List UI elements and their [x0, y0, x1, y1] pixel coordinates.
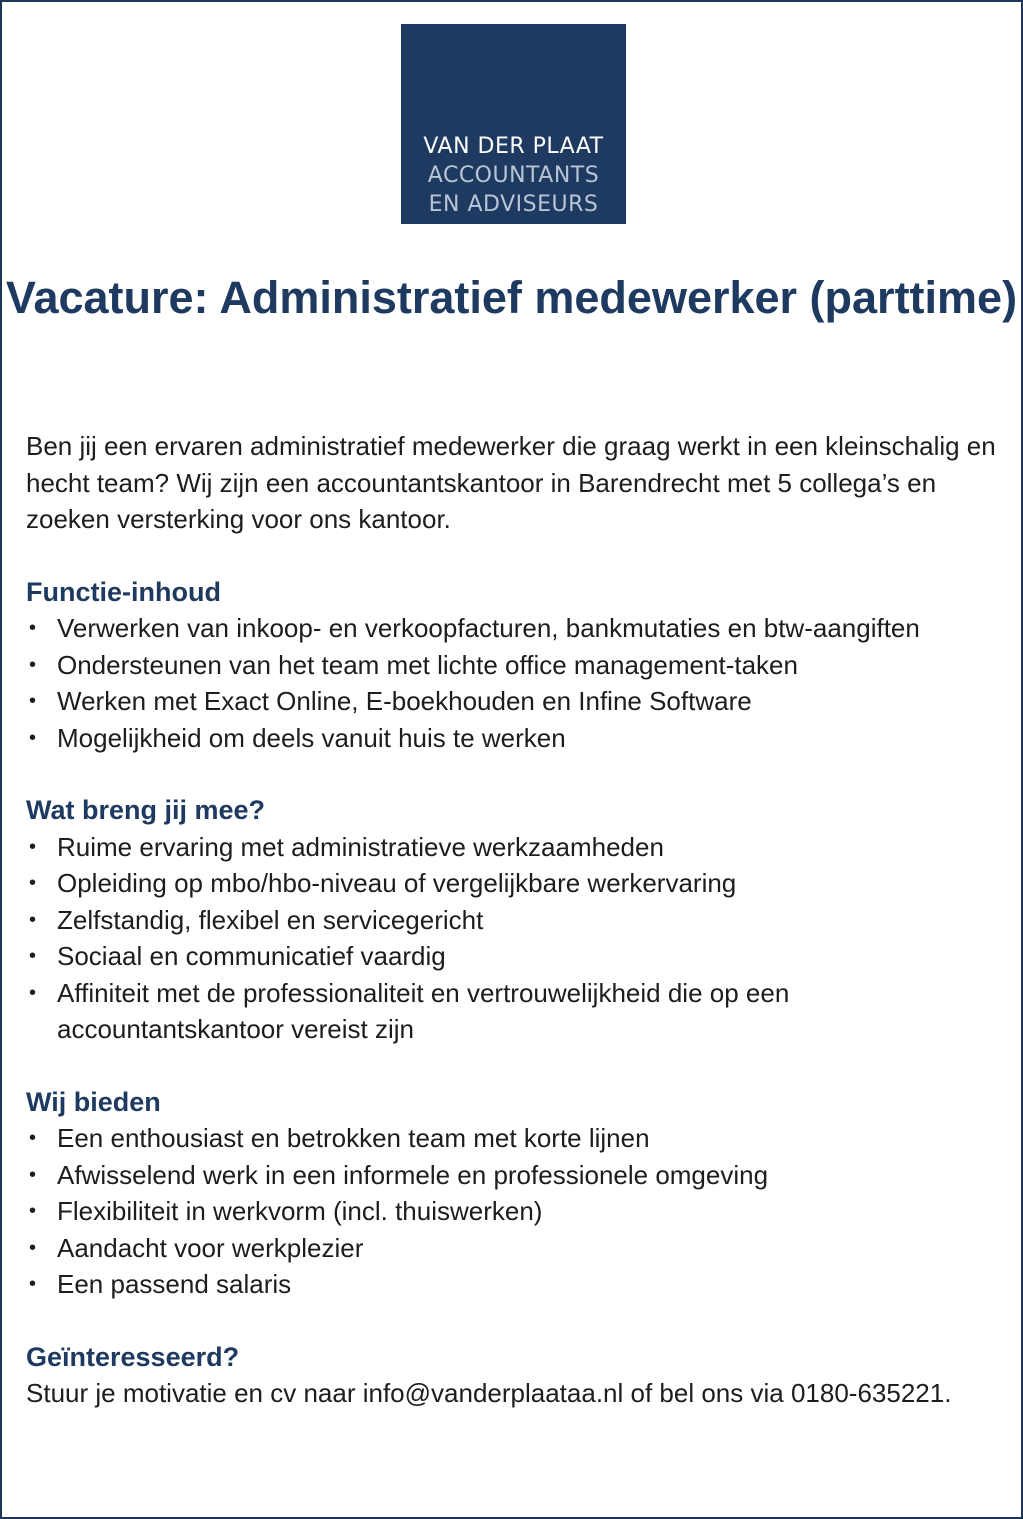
logo-line-3: EN ADVISEURS	[428, 192, 599, 217]
company-logo	[401, 24, 626, 224]
list-item: • Ruime ervaring met administratieve werkzaamheden	[26, 829, 996, 866]
section-heading: Wij bieden	[26, 1086, 161, 1117]
bullet-list	[26, 1120, 996, 1303]
bullet-list	[26, 610, 996, 756]
logo-line-1: VAN DER PLAAT	[423, 134, 604, 159]
list-item: • Verwerken van inkoop- en verkoopfacturen, bankmutaties en btw-aangiften	[26, 610, 996, 647]
section-heading: Geïnteresseerd?	[26, 1341, 240, 1372]
list-item: • Zelfstandig, flexibel en servicegericht	[26, 902, 996, 939]
intro-paragraph: Ben jij een ervaren administratief medewerker die graag werkt in een kleinschalig en hecht team? Wij zijn een accountantskantoor in Barendrecht met 5 collega’s en zoeken versterking voor ons kantoor.	[26, 431, 996, 534]
list-item: • Een passend salaris	[26, 1266, 996, 1303]
list-item: • Afwisselend werk in een informele en professionele omgeving	[26, 1157, 996, 1194]
list-item: • Sociaal en communicatief vaardig	[26, 938, 996, 975]
content	[26, 428, 996, 1412]
contact-text: Stuur je motivatie en cv naar info@vanderplaataa.nl of bel ons via 0180-635221.	[26, 1378, 952, 1408]
section-contact	[26, 1339, 996, 1412]
bullet-list	[26, 829, 996, 1048]
page-title: Vacature: Administratief medewerker (parttime)	[5, 272, 1018, 323]
list-item: • Affiniteit met de professionaliteit en vertrouwelijkheid die op een accountantskantoor vereist zijn	[26, 975, 996, 1048]
list-item: • Aandacht voor werkplezier	[26, 1230, 996, 1267]
list-item: • Ondersteunen van het team met lichte office management-taken	[26, 647, 996, 684]
section-heading: Wat breng jij mee?	[26, 795, 266, 825]
section-heading: Functie-inhoud	[26, 576, 221, 607]
logo-text	[407, 132, 620, 219]
list-item: • Opleiding op mbo/hbo-niveau of vergelijkbare werkervaring	[26, 865, 996, 902]
list-item: • Flexibiliteit in werkvorm (incl. thuiswerken)	[26, 1193, 996, 1230]
section-functie-inhoud	[26, 574, 996, 757]
section-wat-breng-jij-mee	[26, 792, 996, 1048]
list-item: • Werken met Exact Online, E-boekhouden en Infine Software	[26, 683, 996, 720]
list-item: • Een enthousiast en betrokken team met korte lijnen	[26, 1120, 996, 1157]
section-wij-bieden	[26, 1084, 996, 1303]
logo-line-2: ACCOUNTANTS	[427, 163, 600, 188]
list-item: • Mogelijkheid om deels vanuit huis te werken	[26, 720, 996, 757]
